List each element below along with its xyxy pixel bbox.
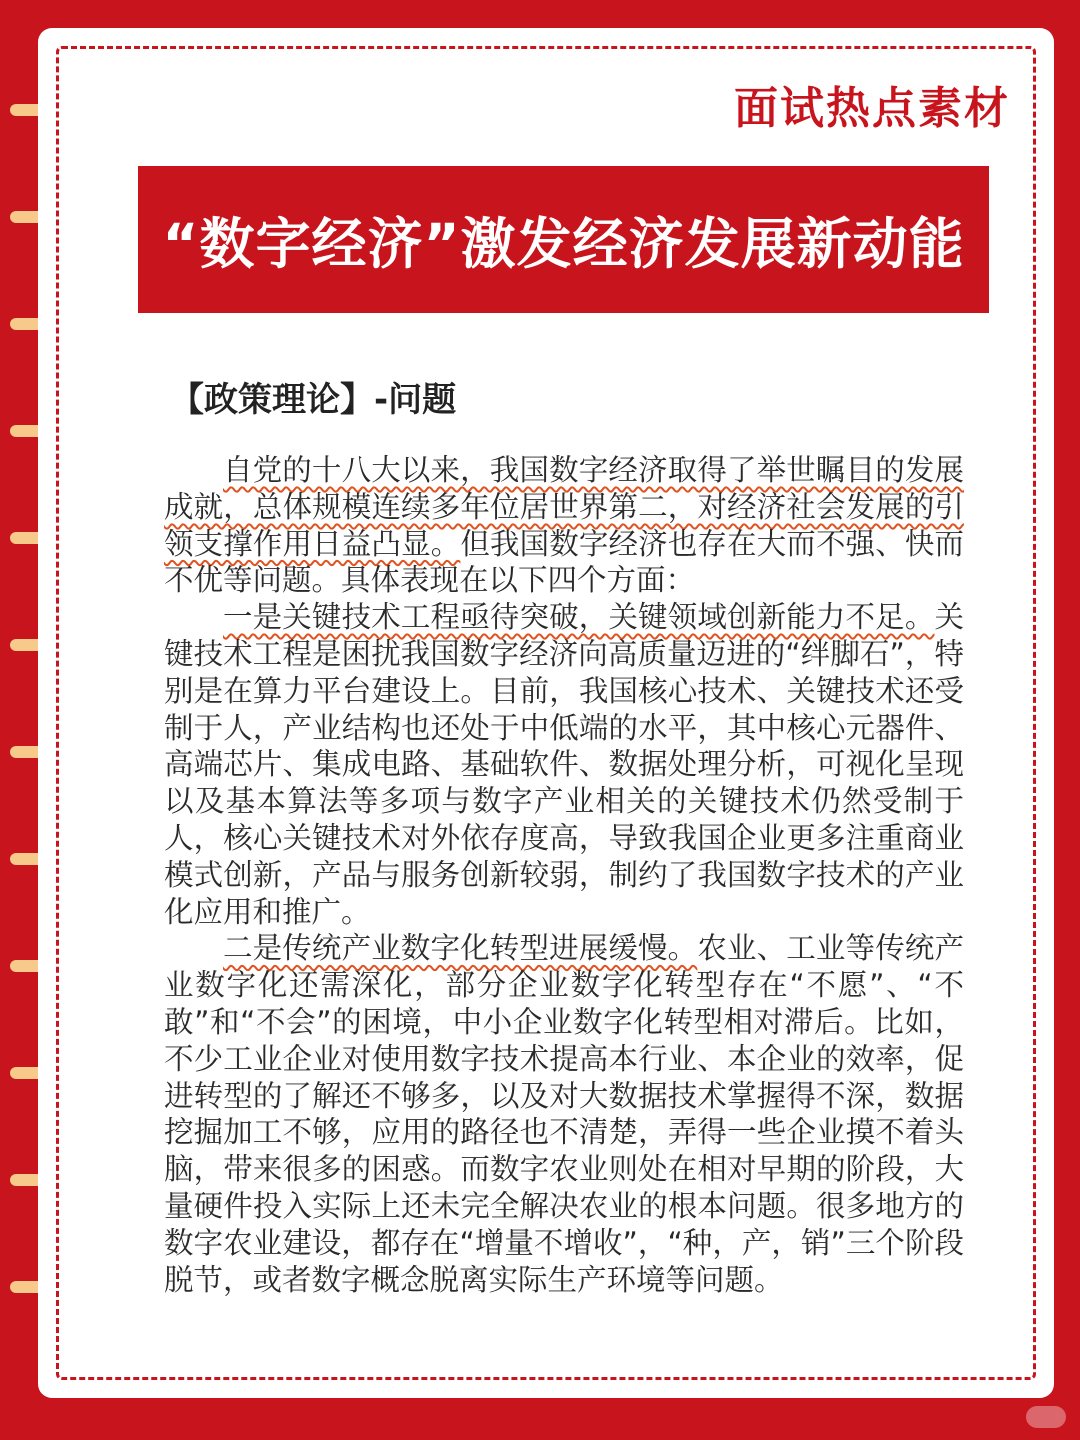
section-heading: 【政策理论】-问题 xyxy=(170,380,457,420)
page-title: “数字经济”激发经济发展新动能 xyxy=(162,212,965,276)
paragraph xyxy=(164,930,964,1298)
title-banner xyxy=(138,166,989,313)
highlighted-text: 二是传统产业数字化转型进展缓慢。 xyxy=(223,931,698,966)
highlighted-text: 自党的十八大以来，我国数字经济取得了举世瞩目的发展成就，总体规模连续多年位居世界第二，对经济社会发展的引领支撑作用日益凸显。 xyxy=(164,453,964,561)
paragraph xyxy=(164,452,964,599)
paragraph-text: 农业、工业等传统产业数字化还需深化，部分企业数字化转型存在“不愿”、“不敢”和“不会”的困境，中小企业数字化转型相对滞后。比如，不少工业企业对使用数字技术提高本行业、本企业的效率，促进转型的了解还不够多，以及对大数据技术掌握得不深，数据挖掘加工不够，应用的路径也不清楚，弄得一些企业摸不着头脑，带来很多的困惑。而数字农业则处在相对早期的阶段，大量硬件投入实际上还未完全解决农业的根本问题。很多地方的数字农业建设，都存在“增量不增收”，“种，产，销”三个阶段脱节，或者数字概念脱离实际生产环境等问题。 xyxy=(164,931,964,1297)
highlighted-text: 一是关键技术工程亟待突破，关键领域创新能力不足。 xyxy=(223,600,935,635)
watermark xyxy=(1026,1406,1066,1428)
paragraph-text: 关键技术工程是困扰我国数字经济向高质量迈进的“绊脚石”，特别是在算力平台建设上。目前，我国核心技术、关键技术还受制于人，产业结构也还处于中低端的水平，其中核心元器件、高端芯片、集成电路、基础软件、数据处理分析，可视化呈现以及基本算法等多项与数字产业相关的关键技术仍然受制于人，核心关键技术对外依存度高，导致我国企业更多注重商业模式创新，产品与服务创新较弱，制约了我国数字技术的产业化应用和推广。 xyxy=(164,600,964,929)
topic-tag: 面试热点素材 xyxy=(734,83,1010,134)
paragraph xyxy=(164,599,964,930)
article-body xyxy=(164,452,964,1298)
paragraph-text: 但我国数字经济也存在大而不强、快而不优等问题。具体表现在以下四个方面： xyxy=(164,526,964,598)
